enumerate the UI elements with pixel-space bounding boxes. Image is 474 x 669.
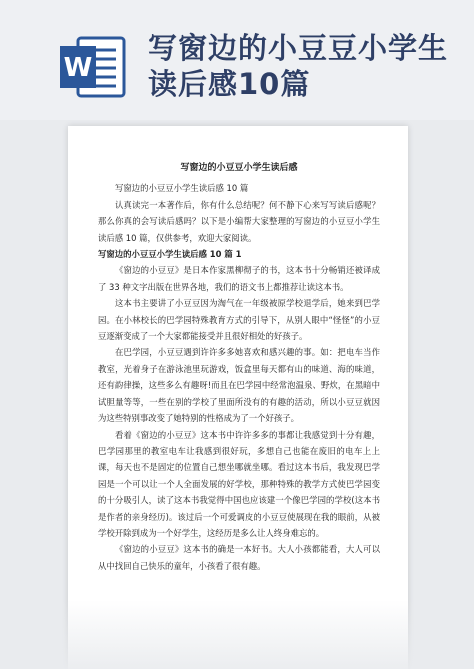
body-paragraph: 《窗边的小豆豆》是日本作家黑柳彻子的书，这本书十分畅销还被译成了 33 种文字出版在世界各地，我们的语文书上都推荐让读这本书。 [98, 265, 380, 292]
document-subtitle: 写窗边的小豆豆小学生读后感 10 篇 [115, 183, 249, 194]
body-paragraph: 在巴学园，小豆豆遇到许许多多她喜欢和感兴趣的事。如：把电车当作教室，光着身子在游泳池里玩游戏，饭盒里每天都有山的味道、海的味道，还有韵律操，这些多么有趣呀!而且在巴学园中经常泡温泉、野炊，在黑暗中试胆量等等，一些在别的学校了里面所没有的有趣的活动，所以小豆豆就因为这些特别事改变了她特别的性格成为了一个好孩子。 [98, 347, 380, 424]
body-paragraph: 看着《窗边的小豆豆》这本书中许许多多的事都让我感觉到十分有趣，巴学园那里的教室电车让我感到很好玩，多想自己也能在废旧的电车上上课，每天也不是固定的位置自己想坐哪就坐哪。看过这本书后，我发现巴学园是一个可以让一个人全面发展的好学校，那种特殊的教学方式使巴学园变的十分吸引人，读了这本书我觉得中国也应该建一个像巴学园的学校(这本书是作者的亲身经历)。该过后一个可爱调皮的小豆豆使展现在我的眼前，从被学校开除到成为一个好学生，这经历是多么让人终身难忘的。 [98, 429, 380, 538]
word-icon-letter: W [63, 53, 93, 83]
banner-title: 写窗边的小豆豆小学生读后感10篇 [148, 31, 449, 101]
word-document-icon [58, 32, 128, 102]
intro-paragraph: 认真读完一本著作后，你有什么总结呢？何不静下心来写写读后感呢？那么你真的会写读后感吗？以下是小编帮大家整理的写窗边的小豆豆小学生读后感 10 篇，仅供参考，欢迎大家阅读。 [98, 199, 380, 243]
section-heading: 写窗边的小豆豆小学生读后感 10 篇 1 [98, 249, 242, 260]
bottom-fade [0, 600, 474, 669]
document-body [98, 160, 380, 574]
body-paragraph: 这本书主要讲了小豆豆因为淘气在一年级被原学校退学后，她来到巴学园。在小林校长的巴学园特殊教育方式的引导下，从别人眼中“怪怪”的小豆豆逐渐变成了一个大家都能接受并且很好相处的好孩子。 [98, 298, 380, 342]
document-title: 写窗边的小豆豆小学生读后感 [180, 163, 298, 173]
header-banner [0, 0, 474, 120]
body-paragraph: 《窗边的小豆豆》这本书的确是一本好书。大人小孩都能看，大人可以从中找回自己快乐的童年，小孩看了很有趣。 [98, 544, 380, 571]
